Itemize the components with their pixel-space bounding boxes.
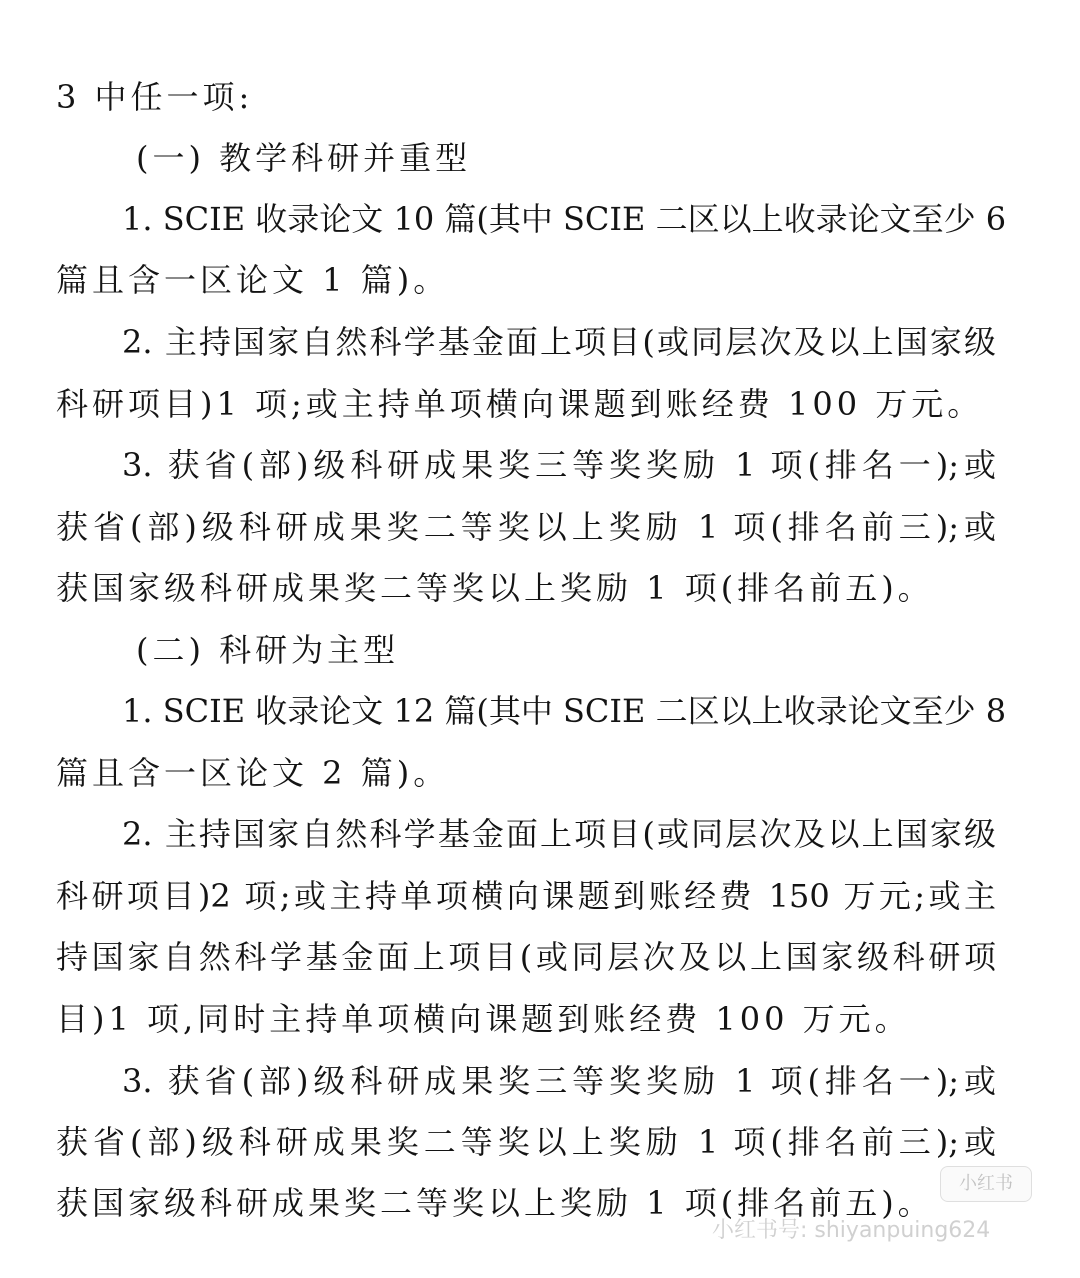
section-heading: (一) 教学科研并重型 — [136, 139, 472, 177]
text-line: 3 中任一项: — [56, 78, 254, 116]
text-line: 2. 主持国家自然科学基金面上项目(或同层次及以上国家级 — [122, 323, 996, 361]
watermark-logo: 小红书 — [940, 1166, 1032, 1202]
watermark-account: 小红书号: shiyanpuing624 — [712, 1218, 991, 1243]
text-line: 获国家级科研成果奖二等奖以上奖励 1 项(排名前五)。 — [56, 1184, 934, 1222]
text-line: 持国家自然科学基金面上项目(或同层次及以上国家级科研项 — [56, 938, 996, 976]
text-line: 1. SCIE 收录论文 10 篇(其中 SCIE 二区以上收录论文至少 6 — [122, 200, 1007, 238]
text-line: 1. SCIE 收录论文 12 篇(其中 SCIE 二区以上收录论文至少 8 — [122, 692, 1007, 730]
section-heading: (二) 科研为主型 — [136, 631, 400, 669]
text-line: 获省(部)级科研成果奖二等奖以上奖励 1 项(排名前三);或 — [56, 1123, 996, 1161]
text-line: 获国家级科研成果奖二等奖以上奖励 1 项(排名前五)。 — [56, 569, 934, 607]
text-line: 科研项目)2 项;或主持单项横向课题到账经费 150 万元;或主 — [56, 877, 996, 915]
text-line: 篇且含一区论文 1 篇)。 — [56, 261, 450, 299]
text-line: 篇且含一区论文 2 篇)。 — [56, 754, 450, 792]
text-line: 3. 获省(部)级科研成果奖三等奖奖励 1 项(排名一);或 — [122, 1062, 996, 1100]
text-line: 3. 获省(部)级科研成果奖三等奖奖励 1 项(排名一);或 — [122, 446, 996, 484]
text-line: 科研项目)1 项;或主持单项横向课题到账经费 100 万元。 — [56, 385, 984, 423]
text-line: 2. 主持国家自然科学基金面上项目(或同层次及以上国家级 — [122, 815, 996, 853]
text-line: 目)1 项,同时主持单项横向课题到账经费 100 万元。 — [56, 1000, 911, 1038]
text-line: 获省(部)级科研成果奖二等奖以上奖励 1 项(排名前三);或 — [56, 508, 996, 546]
